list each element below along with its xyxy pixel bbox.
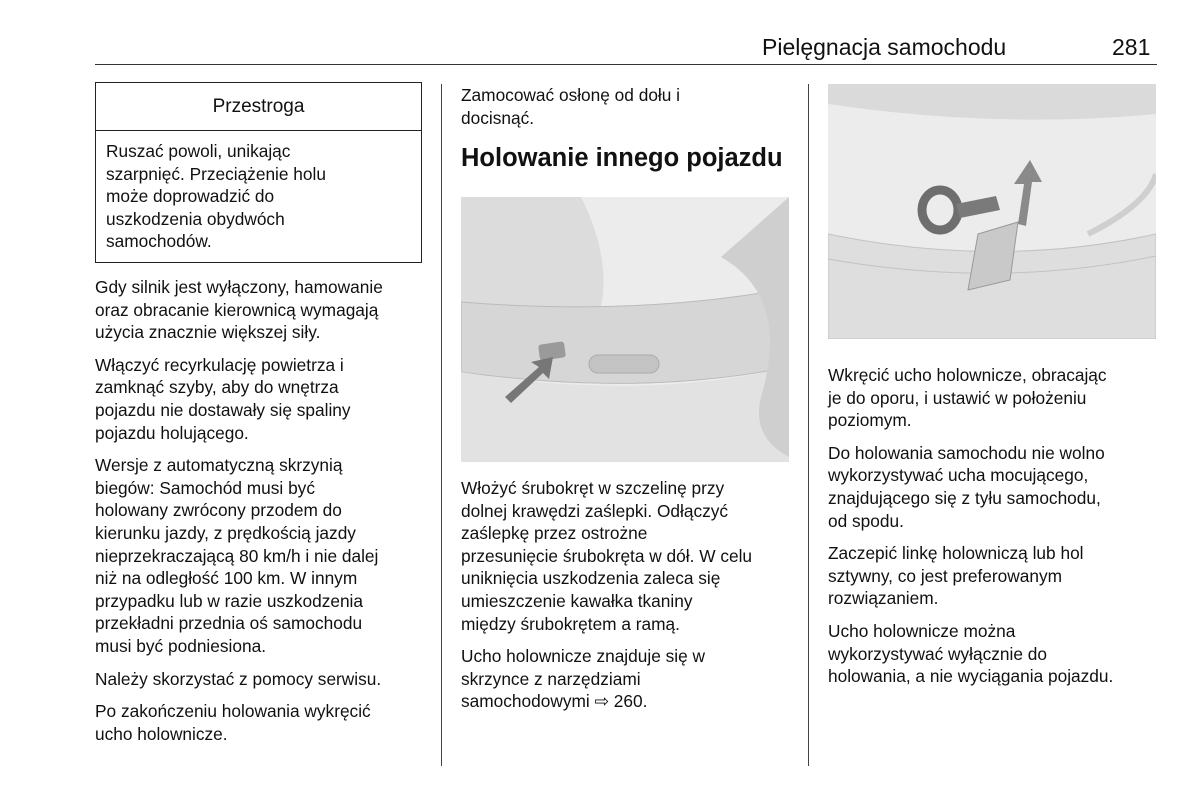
paragraph: Wkręcić ucho holownicze, obracając je do oporu, i ustawić w położeniu poziomym. [828,365,1107,431]
section-heading: Holowanie innego pojazdu [461,144,783,173]
paragraph: Włożyć śrubokręt w szczelinę przy dolnej krawędzi zaślepki. Odłączyć zaślepkę przez ostrożne przesunięcie śrubokręta w dół. W celu uniknięcia uszkodzenia zaleca się umieszczenie kawałka tkaniny między śrubokrętem a ramą. [461,478,753,634]
paragraph: Należy skorzystać z pomocy serwisu. [95,668,382,689]
column-2 [461,84,796,187]
column-2-text [461,477,796,723]
paragraph: Wersje z automatyczną skrzynią biegów: Samochód musi być holowany zwrócony przodem do kierunku jazdy, z prędkością jazdy nieprzekraczającą 80 km/h i nie dalej niż na odległość 100 km. W innym przypadku lub w razie uszkodzenia przekładni przednia oś samochodu musi być podniesiona. [95,455,379,656]
paragraph: Zaczepić linkę holowniczą lub hol sztywny, co jest preferowanym rozwiązaniem. [828,543,1084,609]
car-rear-illustration [461,197,789,462]
paragraph: Do holowania samochodu nie wolno wykorzystywać ucha mocującego, znajdującego się z tyłu samochodu, od spodu. [828,442,1105,531]
caution-box [95,82,422,263]
paragraph: Zamocować osłonę od dołu i docisnąć. [461,85,681,128]
paragraph: Po zakończeniu holowania wykręcić ucho holownicze. [95,701,371,744]
section-title: Pielęgnacja samochodu [762,34,1007,60]
paragraph: Ucho holownicze znajduje się w skrzynce z narzędziami samochodowymi ⇨ 260. [461,646,705,712]
header-rule [95,64,1157,65]
column-1 [95,276,430,755]
column-divider [441,84,442,766]
figure-tow-eye [828,84,1156,339]
page-number: 281 [1112,34,1151,60]
column-divider [808,84,809,766]
caution-text: Ruszać powoli, unikając szarpnięć. Przeciążenie holu może doprowadzić do uszkodzenia obydwóch samochodów. [106,141,326,252]
figure-tow-cover [461,197,789,462]
column-3-text [828,364,1163,698]
paragraph: Włączyć recyrkulację powietrza i zamknąć szyby, aby do wnętrza pojazdu nie dostawały się spaliny pojazdu holującego. [95,354,351,443]
caution-title: Przestroga [96,83,421,131]
tow-eye-illustration [828,84,1156,339]
paragraph: Ucho holownicze można wykorzystywać wyłącznie do holowania, a nie wyciągania pojazdu. [828,620,1114,687]
paragraph: Gdy silnik jest wyłączony, hamowanie oraz obracanie kierownicą wymagają użycia znacznie większej siły. [95,277,383,343]
